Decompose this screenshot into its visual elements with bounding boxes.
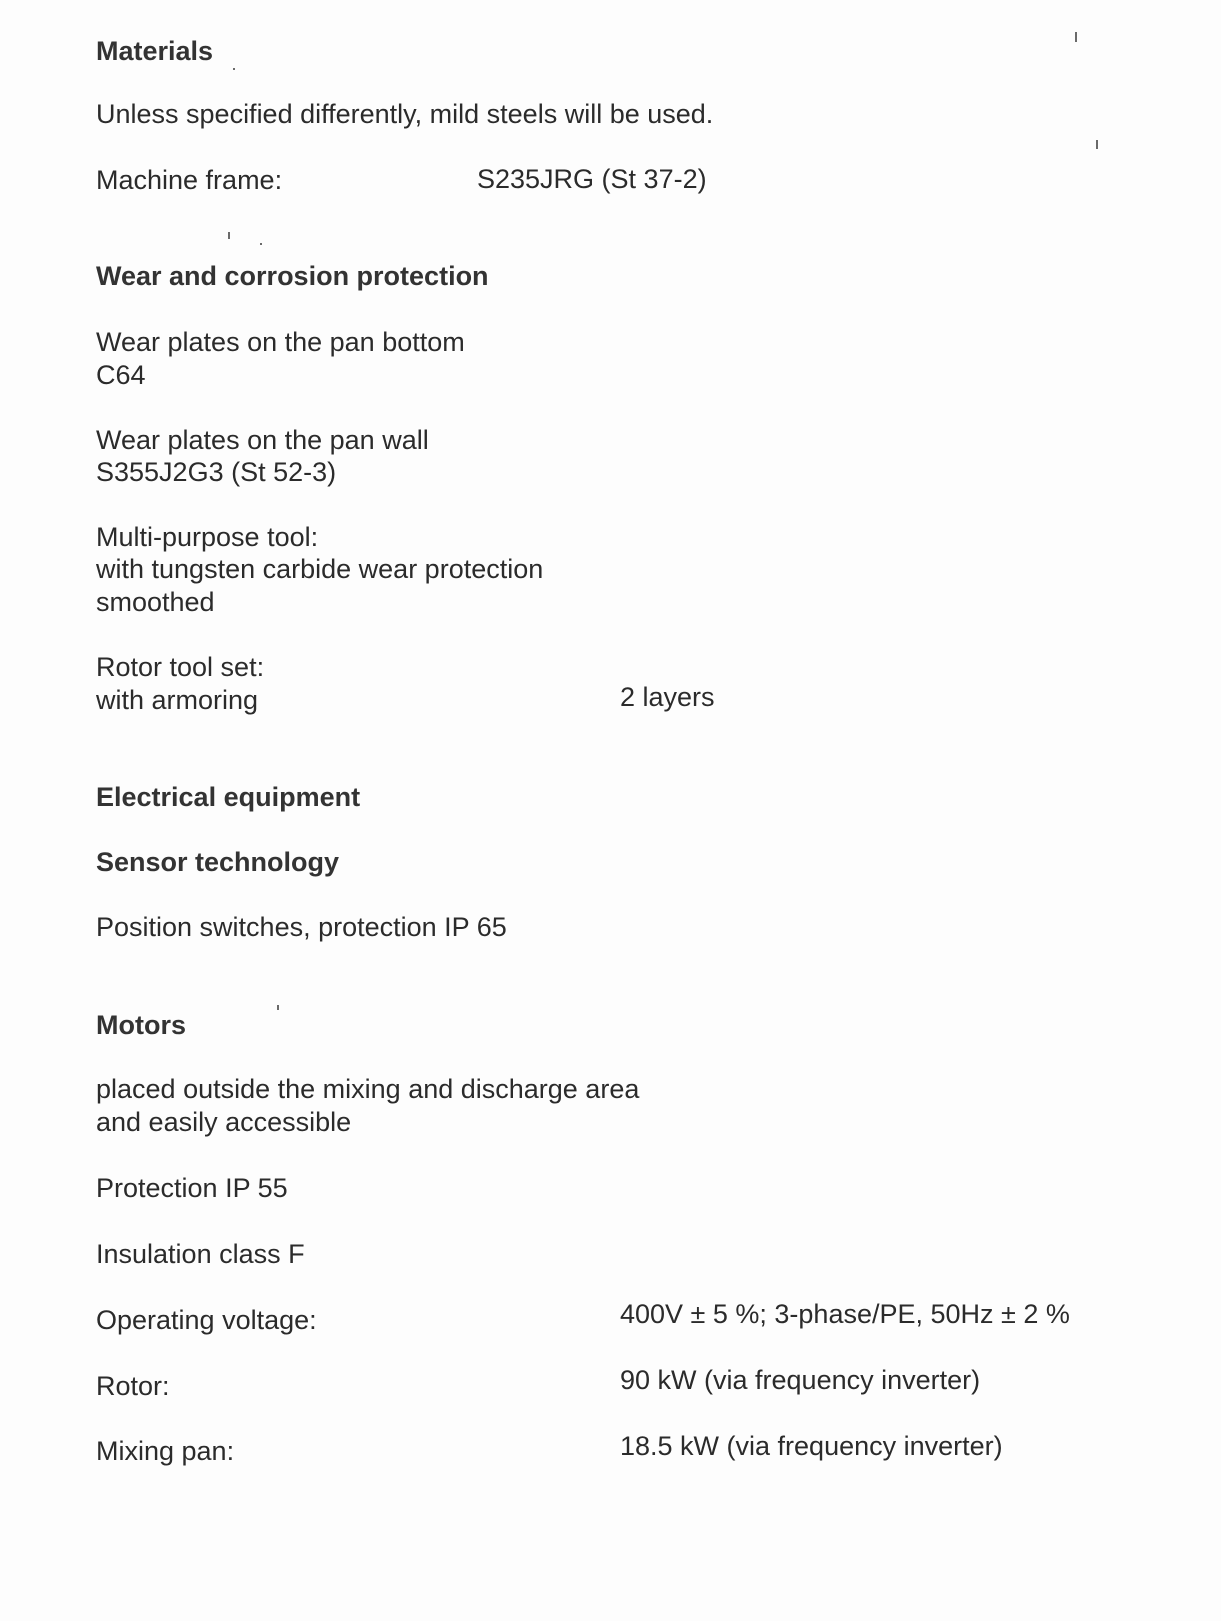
scan-speck [1075, 32, 1077, 42]
rotor-tool-line2: with armoring [96, 685, 259, 715]
scan-speck [260, 243, 262, 245]
machine-frame-label: Machine frame: [96, 165, 283, 195]
multi-tool-line3: smoothed [96, 587, 215, 617]
spec-value-mixing-pan: 18.5 kW (via frequency inverter) [620, 1431, 1003, 1461]
pan-bottom-line1: Wear plates on the pan bottom [96, 327, 465, 357]
sensor-text: Position switches, protection IP 65 [96, 912, 507, 942]
pan-wall-line1: Wear plates on the pan wall [96, 425, 429, 455]
wear-heading: Wear and corrosion protection [96, 261, 489, 291]
motors-placement-line2: and easily accessible [96, 1107, 352, 1137]
spec-label-operating-voltage: Operating voltage: [96, 1305, 317, 1335]
spec-label-rotor: Rotor: [96, 1371, 170, 1401]
pan-bottom-line2: C64 [96, 360, 146, 390]
spec-value-operating-voltage: 400V ± 5 %; 3-phase/PE, 50Hz ± 2 % [620, 1299, 1070, 1329]
spec-value-rotor: 90 kW (via frequency inverter) [620, 1365, 981, 1395]
motors-insulation: Insulation class F [96, 1239, 305, 1269]
rotor-tool-line1: Rotor tool set: [96, 652, 265, 682]
multi-tool-line1: Multi-purpose tool: [96, 522, 319, 552]
machine-frame-value: S235JRG (St 37-2) [477, 164, 707, 194]
scan-speck [1096, 140, 1098, 149]
scan-speck [277, 1005, 279, 1010]
materials-heading: Materials [96, 36, 214, 66]
scan-speck [233, 68, 235, 70]
motors-placement-line1: placed outside the mixing and discharge area [96, 1074, 640, 1104]
rotor-tool-value: 2 layers [620, 682, 715, 712]
multi-tool-line2: with tungsten carbide wear protection [96, 554, 544, 584]
scan-speck [228, 232, 230, 239]
materials-intro: Unless specified differently, mild steels will be used. [96, 99, 714, 129]
pan-wall-line2: S355J2G3 (St 52-3) [96, 457, 337, 487]
electrical-heading: Electrical equipment [96, 782, 361, 812]
spec-label-mixing-pan: Mixing pan: [96, 1436, 235, 1466]
sensor-heading: Sensor technology [96, 847, 340, 877]
motors-heading: Motors [96, 1010, 186, 1040]
motors-protection: Protection IP 55 [96, 1173, 288, 1203]
